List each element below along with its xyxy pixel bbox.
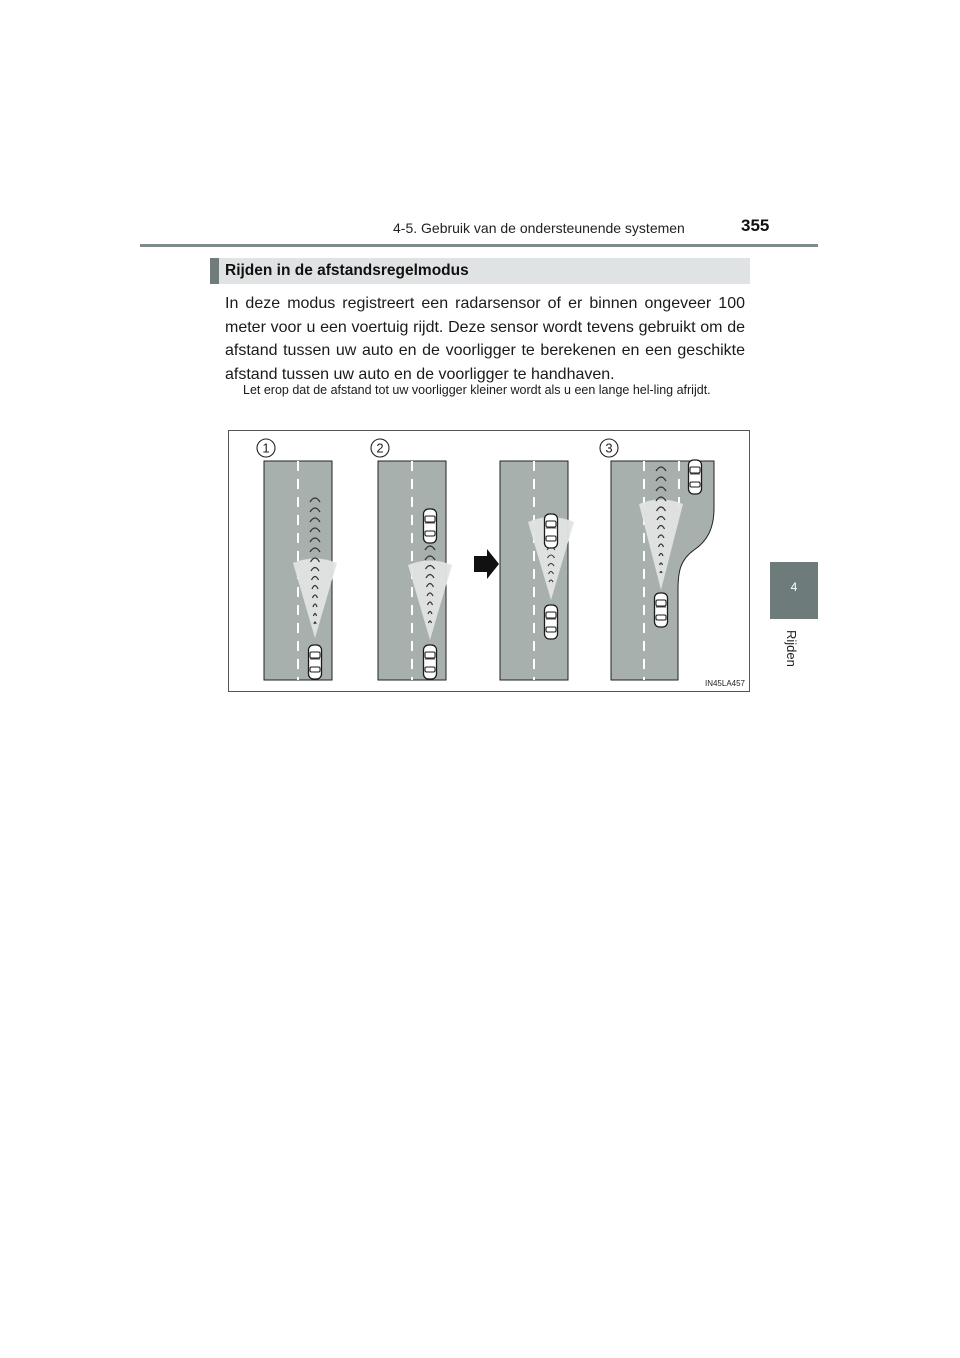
panel-2 bbox=[371, 439, 452, 680]
header-section-title: 4-5. Gebruik van de ondersteunende systemen bbox=[393, 220, 685, 236]
chapter-number: 4 bbox=[790, 580, 798, 594]
section-paragraph: In deze modus registreert een radarsensor of er binnen ongeveer 100 meter voor u een voertuig rijdt. Deze sensor wordt tevens gebruikt om de afstand tussen uw auto en de voorligger te berekenen en een geschikte afstand tussen uw auto en de voorligger te handhaven. bbox=[225, 295, 745, 383]
chapter-tab bbox=[770, 562, 818, 619]
distance-control-figure bbox=[228, 430, 750, 692]
own-car-icon bbox=[424, 645, 437, 679]
page-number: 355 bbox=[741, 216, 770, 235]
figure-code: IN45LA457 bbox=[704, 679, 745, 688]
step-label-3: 3 bbox=[605, 440, 613, 456]
other-car-icon bbox=[689, 460, 702, 494]
step-label-1: 1 bbox=[262, 440, 270, 456]
own-car-icon bbox=[545, 605, 558, 639]
section-heading: Rijden in de afstandsregelmodus bbox=[210, 258, 750, 284]
own-car-icon bbox=[309, 645, 322, 679]
panel-2-result bbox=[500, 461, 574, 680]
step-label-2: 2 bbox=[376, 440, 384, 456]
lead-car-icon bbox=[545, 514, 558, 548]
chapter-label: Rijden bbox=[784, 630, 799, 667]
section-note: Let erop dat de afstand tot uw voorligger kleiner wordt als u een lange hel-ling afrijdt. bbox=[243, 383, 711, 397]
own-car-icon bbox=[655, 593, 668, 627]
panel-1 bbox=[257, 439, 337, 680]
header-divider bbox=[140, 244, 818, 247]
lead-car-icon bbox=[424, 509, 437, 543]
